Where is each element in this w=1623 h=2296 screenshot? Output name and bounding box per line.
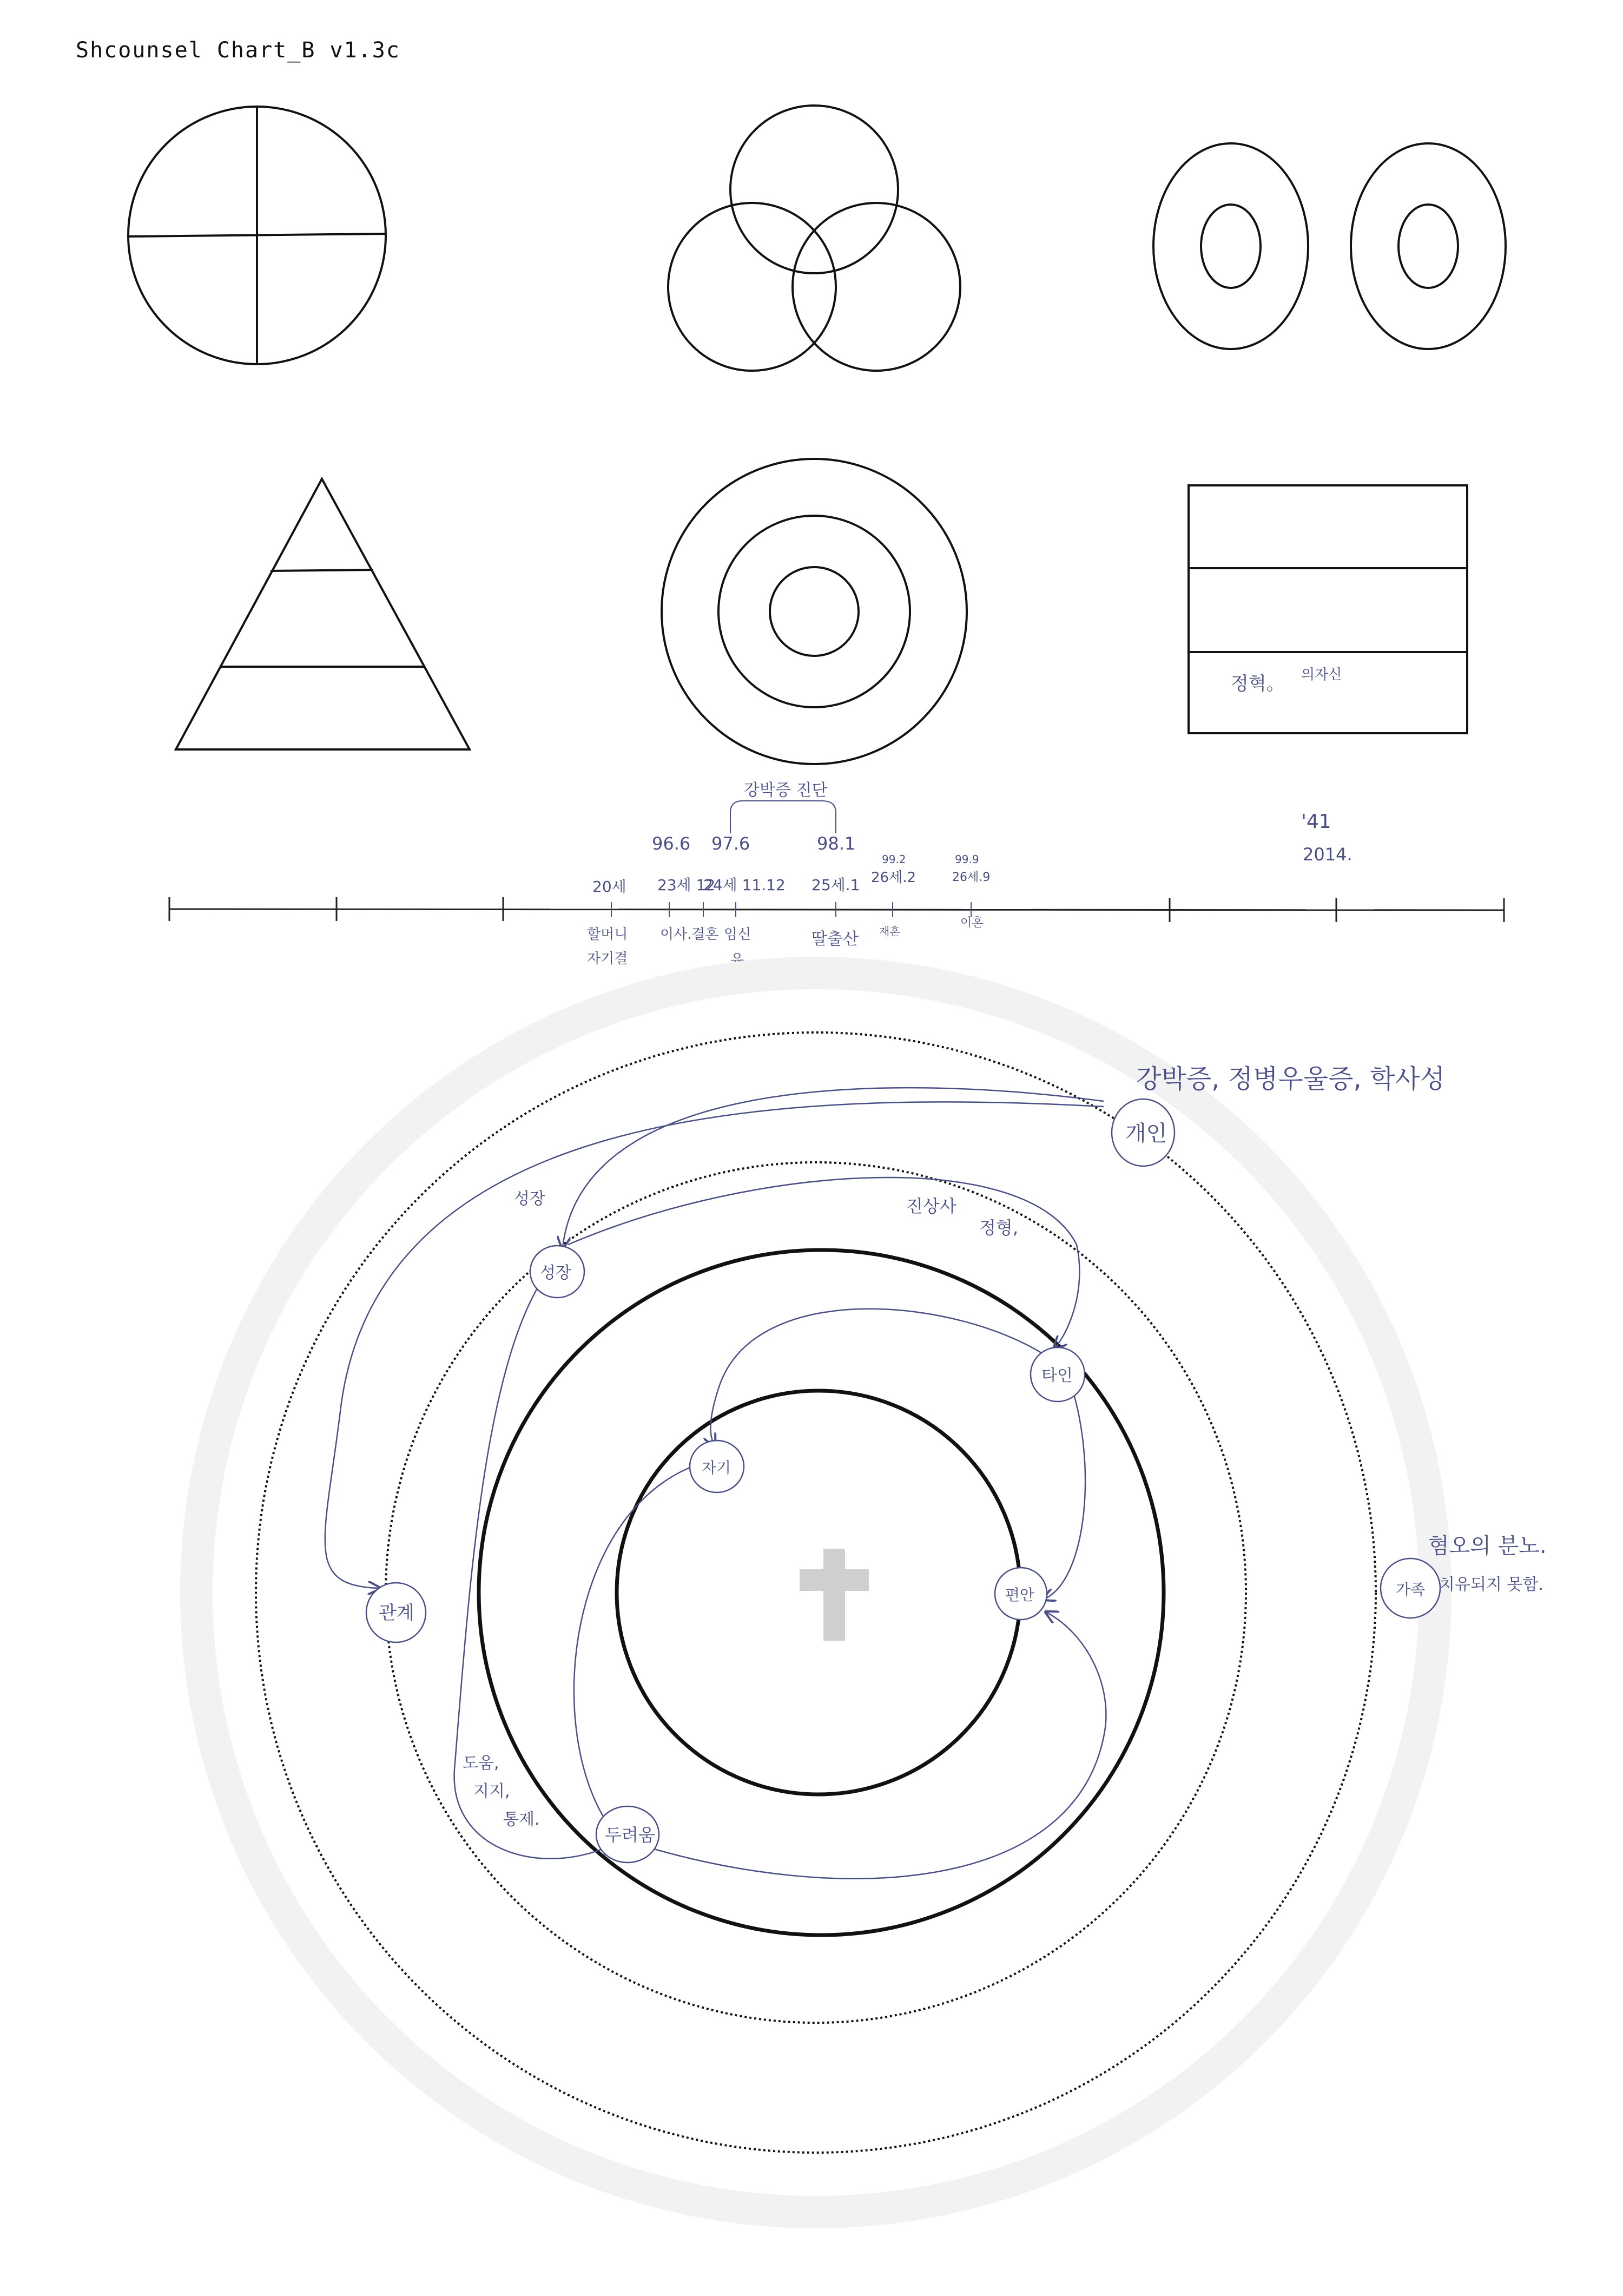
inner-note-2: 정형, [979, 1218, 1018, 1238]
tl-below1: 임신 [724, 926, 751, 943]
left-note-1: 도움, [463, 1754, 499, 1773]
tl-top: 99.2 [882, 853, 906, 866]
tl-below1: 할머니 [587, 926, 628, 943]
bracket-label: 강박증 진단 [744, 781, 828, 800]
inner-note-1: 진상사 [906, 1196, 956, 1216]
tl-top: 20세 [592, 878, 626, 896]
growth-note: 성장 [514, 1189, 545, 1208]
venn-three-circles [668, 106, 960, 371]
rect-note-b: 의자신 [1301, 667, 1342, 683]
node-family: 가족 [1396, 1581, 1426, 1598]
tl-top: 97.6 [711, 833, 750, 854]
node-fear: 두려움 [605, 1825, 655, 1845]
tl-mid: 26세.9 [952, 871, 991, 884]
header-title: Shcounsel Chart_B v1.3c [76, 38, 400, 63]
tl-below1: 재혼 [879, 925, 900, 938]
tl-mid: 26세.2 [871, 870, 916, 886]
node-other: 타인 [1041, 1366, 1073, 1385]
top-note: 강박증, 정병우울증, 학사성 [1136, 1064, 1446, 1094]
node-choice: 편안 [1005, 1586, 1035, 1604]
tl-below1: 딸출산 [812, 930, 859, 949]
tl-mid: 24세 11.12 [703, 876, 786, 894]
year-mark-a: '41 [1301, 811, 1331, 833]
right-note-2: 치유되지 못함. [1439, 1575, 1543, 1594]
tl-below1: 이혼 [960, 916, 984, 930]
node-growth: 성장 [540, 1264, 571, 1282]
concentric-circles [662, 459, 967, 764]
double-oval-pair [1153, 143, 1506, 349]
tl-mid: 23세 12 [657, 876, 716, 894]
cross-icon [800, 1549, 869, 1641]
timeline [169, 781, 1504, 968]
left-note-3: 통제. [503, 1810, 540, 1829]
quartered-circle [128, 107, 386, 364]
tl-mid: 25세.1 [812, 876, 860, 894]
layered-triangle [176, 479, 470, 749]
tl-below1: 결혼 [691, 926, 719, 943]
node-personal: 개인 [1125, 1121, 1167, 1146]
node-self: 자기 [702, 1459, 731, 1477]
tl-top: 96.6 [652, 833, 691, 854]
tl-below1: 이사. [660, 926, 692, 943]
ecosystem-diagram [196, 973, 1547, 2212]
tl-below2: 유. [730, 952, 749, 968]
tl-top: 99.9 [955, 853, 979, 866]
rect-note-a: 정혁。 [1231, 673, 1285, 695]
node-relationship: 관계 [379, 1602, 414, 1624]
tl-top: 98.1 [817, 833, 856, 854]
left-note-2: 지지, [473, 1782, 510, 1801]
tl-below2: 자기결 [587, 951, 628, 967]
year-mark-b: 2014. [1303, 844, 1352, 865]
three-band-rectangle [1189, 485, 1467, 733]
right-note-1: 혐오의 분노. [1428, 1534, 1547, 1558]
